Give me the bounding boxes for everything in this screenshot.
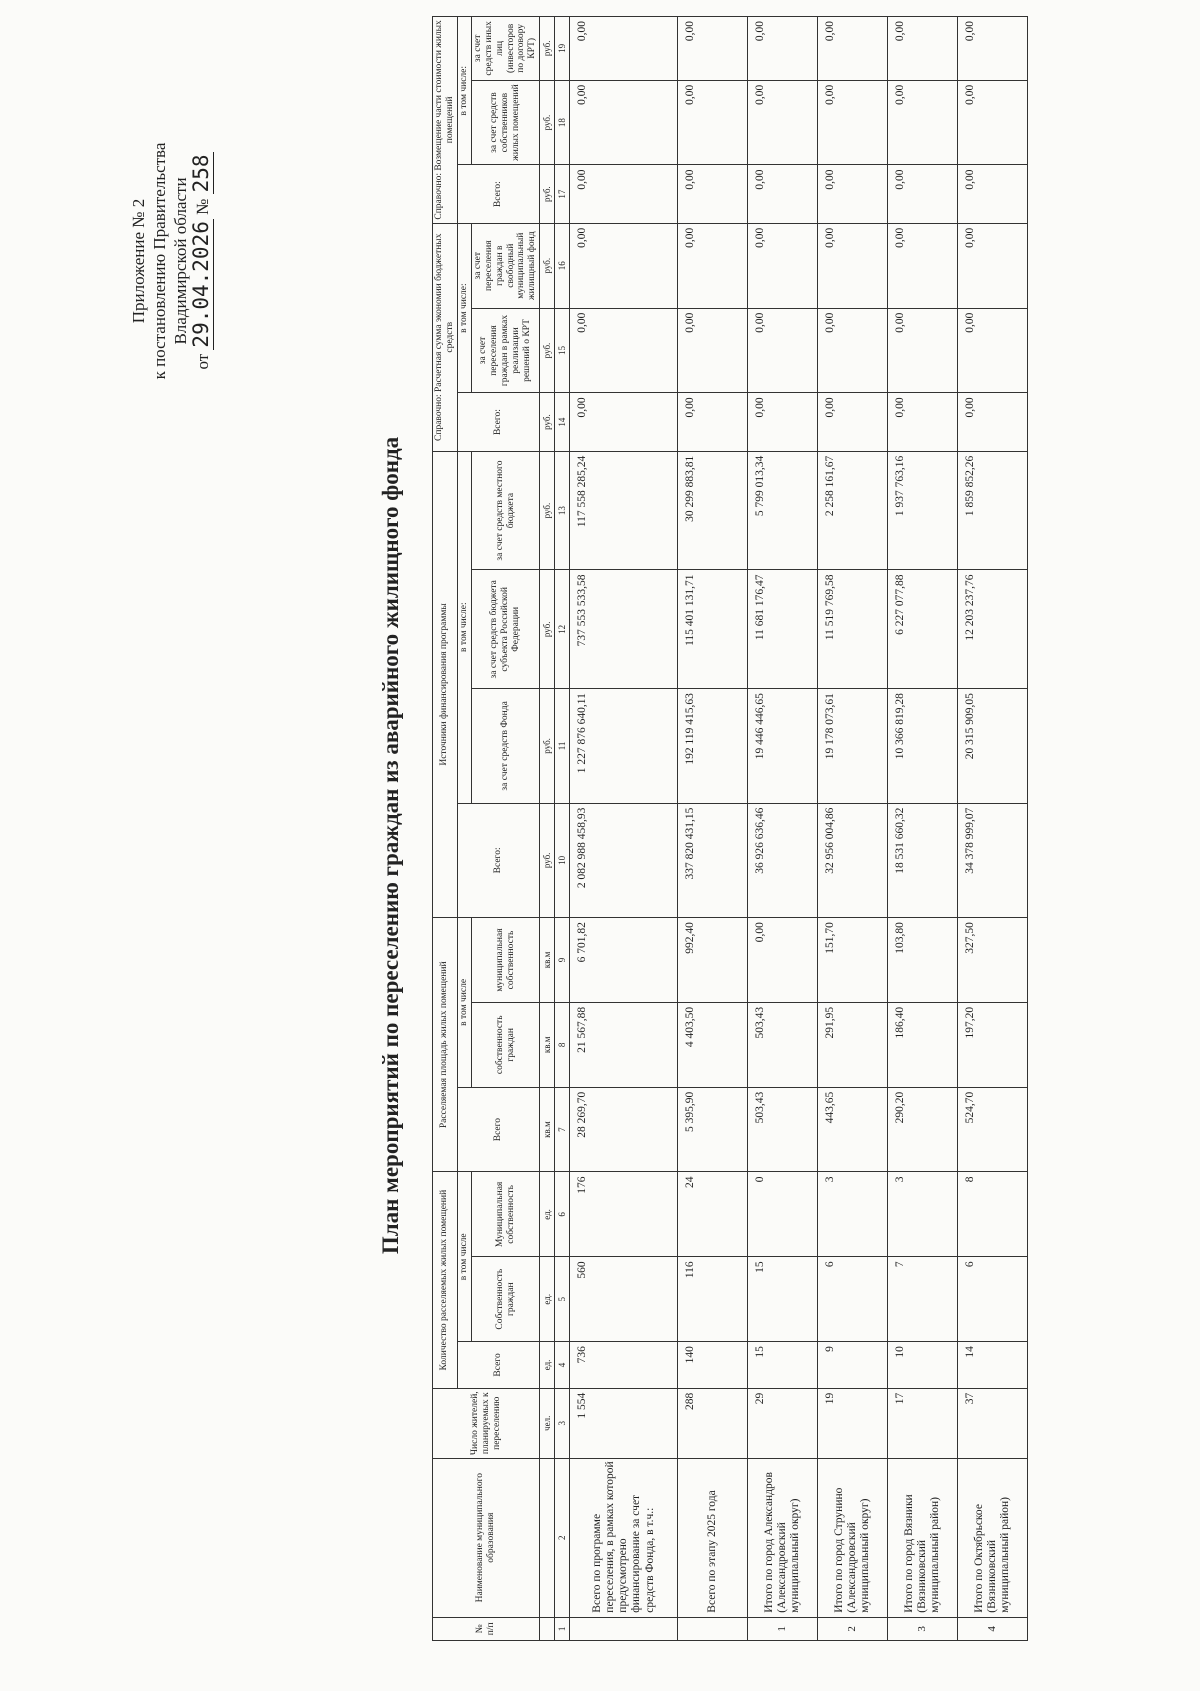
column-number: 18 [555, 80, 570, 165]
fin-fund: 192 119 415,63 [678, 689, 748, 803]
header-residents: Число жителей, планируемых к переселению [433, 1388, 540, 1458]
comp-others: 0,00 [748, 17, 818, 81]
comp-others: 0,00 [678, 17, 748, 81]
sav-krt: 0,00 [958, 308, 1028, 393]
comp-others: 0,00 [958, 17, 1028, 81]
header-sav-free: за счет переселения граждан в свободный муниципальный жилищный фонд [471, 223, 540, 308]
row-number [570, 1617, 678, 1640]
decree-date: 29.04.2026 [189, 221, 213, 348]
unit-cell: руб. [540, 393, 555, 451]
row-number: 2 [818, 1617, 888, 1640]
area-citizens: 197,20 [958, 1002, 1028, 1087]
area-total: 524,70 [958, 1087, 1028, 1172]
header-area-municipal: муниципальная собственность [471, 918, 540, 1003]
header-group-financing: Источники финансирования программы [433, 451, 458, 917]
column-number: 1 [555, 1617, 570, 1640]
count-citizens: 116 [678, 1257, 748, 1342]
fin-total: 36 926 636,46 [748, 803, 818, 917]
comp-total: 0,00 [678, 165, 748, 223]
count-municipal: 24 [678, 1172, 748, 1257]
unit-cell: кв.м [540, 1002, 555, 1087]
sav-krt: 0,00 [818, 308, 888, 393]
count-citizens: 560 [570, 1257, 678, 1342]
residents-count: 37 [958, 1388, 1028, 1458]
sav-krt: 0,00 [678, 308, 748, 393]
header-sav-total: Всего: [457, 393, 539, 451]
header-count-total: Всего [457, 1342, 539, 1389]
count-total: 736 [570, 1342, 678, 1389]
area-municipal: 992,40 [678, 918, 748, 1003]
fin-local: 2 258 161,67 [818, 451, 888, 570]
sav-krt: 0,00 [748, 308, 818, 393]
count-municipal: 3 [818, 1172, 888, 1257]
sav-free: 0,00 [748, 223, 818, 308]
area-total: 28 269,70 [570, 1087, 678, 1172]
fin-subject: 11 681 176,47 [748, 570, 818, 689]
municipality-name: Итого по город Александров (Александровский муниципальный округ) [748, 1458, 818, 1617]
fin-total: 18 531 660,32 [888, 803, 958, 917]
row-number: 3 [888, 1617, 958, 1640]
comp-others: 0,00 [570, 17, 678, 81]
count-total: 9 [818, 1342, 888, 1389]
comp-total: 0,00 [748, 165, 818, 223]
header-area-total: Всего [457, 1087, 539, 1172]
municipality-name: Всего по этапу 2025 года [678, 1458, 748, 1617]
column-number: 12 [555, 570, 570, 689]
count-total: 15 [748, 1342, 818, 1389]
column-number: 11 [555, 689, 570, 803]
area-citizens: 21 567,88 [570, 1002, 678, 1087]
sav-free: 0,00 [888, 223, 958, 308]
row-number [678, 1617, 748, 1640]
count-citizens: 6 [958, 1257, 1028, 1342]
row-number: 1 [748, 1617, 818, 1640]
header-no: № п/п [433, 1617, 540, 1640]
row-number: 4 [958, 1617, 1028, 1640]
area-total: 503,43 [748, 1087, 818, 1172]
sav-total: 0,00 [748, 393, 818, 451]
sav-total: 0,00 [888, 393, 958, 451]
residents-count: 17 [888, 1388, 958, 1458]
area-municipal: 327,50 [958, 918, 1028, 1003]
table-row-municipality [818, 17, 888, 1641]
residents-count: 1 554 [570, 1388, 678, 1458]
table-row-program-total [570, 17, 678, 1641]
appendix-block [128, 131, 213, 391]
header-municipality: Наименование муниципального образования [433, 1458, 540, 1617]
sav-free: 0,00 [678, 223, 748, 308]
fin-fund: 20 315 909,05 [958, 689, 1028, 803]
header-group-count: Количество расселяемых жилых помещений [433, 1172, 458, 1388]
unit-cell [540, 1617, 555, 1640]
area-total: 290,20 [888, 1087, 958, 1172]
count-total: 14 [958, 1342, 1028, 1389]
header-sav-krt: за счет переселения граждан в рамках реализации решений о КРТ [471, 308, 540, 393]
area-citizens: 503,43 [748, 1002, 818, 1087]
unit-cell: кв.м [540, 1087, 555, 1172]
column-number: 4 [555, 1342, 570, 1389]
unit-cell: ед. [540, 1342, 555, 1389]
unit-cell: чел. [540, 1388, 555, 1458]
area-municipal: 103,80 [888, 918, 958, 1003]
fin-local: 117 558 285,24 [570, 451, 678, 570]
unit-cell [540, 1458, 555, 1617]
header-fin-including: в том числе: [457, 451, 471, 803]
unit-cell: ед. [540, 1172, 555, 1257]
fin-subject: 737 553 533,58 [570, 570, 678, 689]
sav-free: 0,00 [958, 223, 1028, 308]
column-number: 3 [555, 1388, 570, 1458]
header-count-municipal: Муниципальная собственность [471, 1172, 540, 1257]
unit-cell: руб. [540, 570, 555, 689]
header-comp-others: за счет средств иных лиц (инвесторов по договору КРТ) [471, 17, 540, 81]
sav-krt: 0,00 [570, 308, 678, 393]
comp-others: 0,00 [818, 17, 888, 81]
decree-number: 258 [189, 154, 213, 193]
header-count-including: в том числе [457, 1172, 471, 1342]
comp-total: 0,00 [888, 165, 958, 223]
header-comp-including: в том числе: [457, 17, 471, 165]
fin-total: 32 956 004,86 [818, 803, 888, 917]
area-municipal: 0,00 [748, 918, 818, 1003]
unit-cell: руб. [540, 223, 555, 308]
table-row-municipality [958, 17, 1028, 1641]
area-citizens: 291,95 [818, 1002, 888, 1087]
fin-subject: 115 401 131,71 [678, 570, 748, 689]
column-number: 8 [555, 1002, 570, 1087]
residents-count: 19 [818, 1388, 888, 1458]
fin-subject: 6 227 077,88 [888, 570, 958, 689]
comp-total: 0,00 [570, 165, 678, 223]
fin-local: 1 859 852,26 [958, 451, 1028, 570]
fin-local: 30 299 883,81 [678, 451, 748, 570]
fin-local: 1 937 763,16 [888, 451, 958, 570]
fin-fund: 19 446 446,65 [748, 689, 818, 803]
residents-count: 288 [678, 1388, 748, 1458]
sav-free: 0,00 [570, 223, 678, 308]
appendix-decree: к постановлению Правительства [150, 142, 169, 380]
header-sav-including: в том числе: [457, 223, 471, 393]
header-fin-total: Всего: [457, 803, 539, 917]
count-total: 140 [678, 1342, 748, 1389]
unit-cell: руб. [540, 80, 555, 165]
unit-cell: кв.м [540, 918, 555, 1003]
count-municipal: 176 [570, 1172, 678, 1257]
comp-total: 0,00 [818, 165, 888, 223]
table-row-stage-2025 [678, 17, 748, 1641]
number-prefix: № [193, 198, 212, 215]
count-citizens: 7 [888, 1257, 958, 1342]
comp-owners: 0,00 [748, 80, 818, 165]
fin-fund: 19 178 073,61 [818, 689, 888, 803]
column-number: 15 [555, 308, 570, 393]
document-title: План мероприятий по переселению граждан из аварийного жилищного фонда [378, 436, 403, 1255]
resettlement-plan-table [432, 16, 1028, 1641]
area-citizens: 186,40 [888, 1002, 958, 1087]
fin-total: 2 082 988 458,93 [570, 803, 678, 917]
count-citizens: 15 [748, 1257, 818, 1342]
sav-total: 0,00 [570, 393, 678, 451]
count-municipal: 3 [888, 1172, 958, 1257]
fin-total: 34 378 999,07 [958, 803, 1028, 917]
fin-subject: 11 519 769,58 [818, 570, 888, 689]
table-row-municipality [888, 17, 958, 1641]
count-total: 10 [888, 1342, 958, 1389]
comp-owners: 0,00 [958, 80, 1028, 165]
comp-owners: 0,00 [570, 80, 678, 165]
table-row-municipality [748, 17, 818, 1641]
date-prefix: от [193, 353, 212, 370]
header-fin-fund: за счет средств Фонда [471, 689, 540, 803]
column-number: 19 [555, 17, 570, 81]
municipality-name: Итого по Октябрьское (Вязниковский муниципальный район) [958, 1458, 1028, 1617]
column-number: 9 [555, 918, 570, 1003]
appendix-number: Приложение № 2 [129, 198, 148, 324]
sav-total: 0,00 [818, 393, 888, 451]
residents-count: 29 [748, 1388, 818, 1458]
header-group-savings: Справочно: Расчетная сумма экономии бюджетных средств [433, 223, 458, 451]
comp-owners: 0,00 [678, 80, 748, 165]
column-numbers-row [555, 17, 570, 1641]
comp-others: 0,00 [888, 17, 958, 81]
sav-total: 0,00 [678, 393, 748, 451]
area-municipal: 151,70 [818, 918, 888, 1003]
unit-cell: ед. [540, 1257, 555, 1342]
unit-cell: руб. [540, 17, 555, 81]
column-number: 17 [555, 165, 570, 223]
column-number: 16 [555, 223, 570, 308]
appendix-region: Владимирской области [171, 177, 190, 345]
column-number: 7 [555, 1087, 570, 1172]
unit-cell: руб. [540, 451, 555, 570]
fin-fund: 10 366 819,28 [888, 689, 958, 803]
count-municipal: 0 [748, 1172, 818, 1257]
header-comp-owners: за счет средств собственников жилых помещений [471, 80, 540, 165]
municipality-name: Итого по город Вязники (Вязниковский муниципальный район) [888, 1458, 958, 1617]
header-comp-total: Всего: [457, 165, 539, 223]
column-number: 13 [555, 451, 570, 570]
column-number: 6 [555, 1172, 570, 1257]
column-number: 5 [555, 1257, 570, 1342]
header-fin-local: за счет средств местного бюджета [471, 451, 540, 570]
area-citizens: 4 403,50 [678, 1002, 748, 1087]
area-municipal: 6 701,82 [570, 918, 678, 1003]
fin-fund: 1 227 876 640,11 [570, 689, 678, 803]
fin-total: 337 820 431,15 [678, 803, 748, 917]
header-group-area: Расселяемая площадь жилых помещений [433, 918, 458, 1172]
sav-free: 0,00 [818, 223, 888, 308]
column-number: 14 [555, 393, 570, 451]
unit-cell: руб. [540, 308, 555, 393]
unit-cell: руб. [540, 165, 555, 223]
header-area-including: в том числе [457, 918, 471, 1088]
units-row [540, 17, 555, 1641]
fin-local: 5 799 013,34 [748, 451, 818, 570]
municipality-name: Итого по город Струнино (Александровский муниципальный округ) [818, 1458, 888, 1617]
unit-cell: руб. [540, 803, 555, 917]
municipality-name: Всего по программе переселения, в рамках которой предусмотрено финансирование за счет средств Фонда, в т.ч.: [570, 1458, 678, 1617]
column-number: 10 [555, 803, 570, 917]
comp-owners: 0,00 [818, 80, 888, 165]
sav-krt: 0,00 [888, 308, 958, 393]
count-municipal: 8 [958, 1172, 1028, 1257]
fin-subject: 12 203 237,76 [958, 570, 1028, 689]
comp-owners: 0,00 [888, 80, 958, 165]
header-count-citizens: Собственность граждан [471, 1257, 540, 1342]
comp-total: 0,00 [958, 165, 1028, 223]
column-number: 2 [555, 1458, 570, 1617]
area-total: 443,65 [818, 1087, 888, 1172]
sav-total: 0,00 [958, 393, 1028, 451]
decree-date-line [191, 131, 213, 391]
header-area-citizens: собственность граждан [471, 1002, 540, 1087]
area-total: 5 395,90 [678, 1087, 748, 1172]
unit-cell: руб. [540, 689, 555, 803]
header-group-compensation: Справочно: Возмещение части стоимости жилых помещений [433, 17, 458, 224]
count-citizens: 6 [818, 1257, 888, 1342]
header-fin-subject: за счет средств бюджета субъекта Российской Федерации [471, 570, 540, 689]
